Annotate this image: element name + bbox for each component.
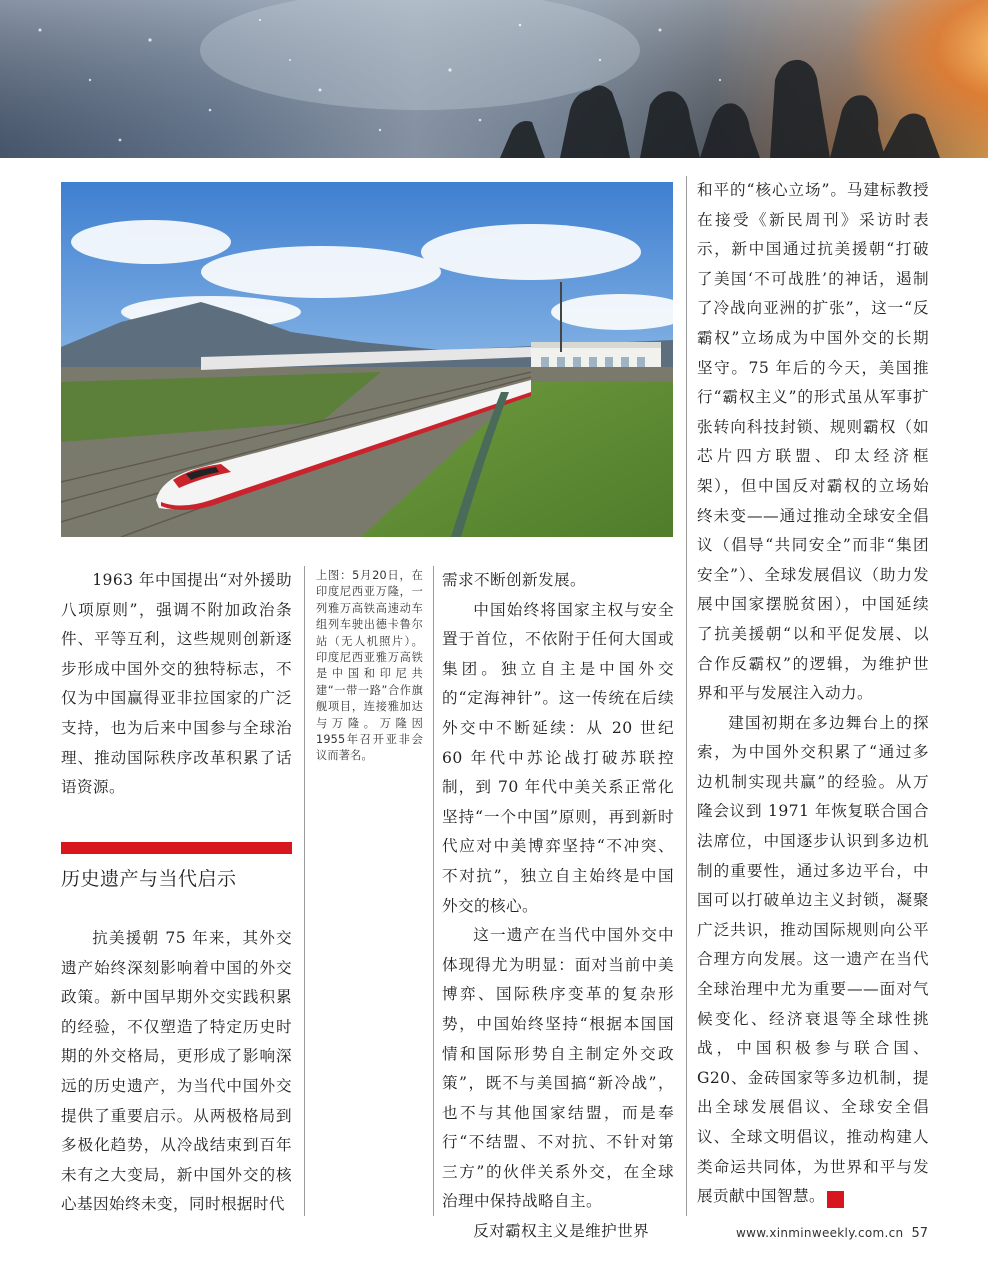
high-speed-train-photo xyxy=(61,182,673,537)
paragraph: 抗美援朝 75 年来，其外交遗产始终深刻影响着中国的外交政策。新中国早期外交实践积累的经验，不仅塑造了特定历史时期的外交格局，更形成了影响深远的历史遗产，为当代中国外交提供了重要启示。从两极格局到多极化趋势，从冷战结束到百年未有之大变局，新中国外交的核心基因始终未变，同时根据时代 xyxy=(61,929,292,1214)
paragraph xyxy=(697,709,929,1212)
article-end-mark-icon: 民 xyxy=(827,1191,844,1208)
photo-caption: 上图：5月20日，在印度尼西亚万隆，一列雅万高铁高速动车组列车驶出德卡鲁尔站（无人机照片）。印度尼西亚雅万高铁是中国和印尼共建“一带一路”合作旗舰项目，连接雅加达与万隆。万隆因1955年召开亚非会议而著名。 xyxy=(316,569,423,763)
column-divider xyxy=(304,566,305,1216)
article-column-3 xyxy=(697,176,929,1212)
page-number: 57 xyxy=(911,1226,928,1241)
column-divider xyxy=(686,176,687,1216)
page-footer xyxy=(736,1226,928,1241)
section-divider-bar xyxy=(61,842,292,854)
column-divider xyxy=(433,566,434,1216)
website-url: www.xinminweekly.com.cn xyxy=(736,1226,904,1240)
paragraph: 和平的“核心立场”。马建标教授在接受《新民周刊》采访时表示，新中国通过抗美援朝“打破了美国‘不可战胜’的神话，遏制了冷战向亚洲的扩张”，这一“反霸权”立场成为中国外交的长期坚守。75 年后的今天，美国推行“霸权主义”的形式虽从军事扩张转向科技封锁、规则霸权（如芯片四方联盟、印太经济框架），但中国反对霸权的立场始终未变——通过推动全球安全倡议（倡导“共同安全”而非“集团安全”）、全球发展倡议（助力发展中国家摆脱贫困），中国延续了抗美援朝“以和平促发展、以合作反霸权”的逻辑，为维护世界和平与发展注入动力。 xyxy=(697,181,929,703)
paragraph-text: 建国初期在多边舞台上的探索，为中国外交积累了“通过多边机制实现共赢”的经验。从万隆会议到 1971 年恢复联合国合法席位，中国逐步认识到多边机制的重要性，通过多边平台，中国可以打破单边主义封锁，凝聚广泛共识，推动国际规则向公平合理方向发展。这一遗产在当代全球治理中尤为重要——面对气候变化、经济衰退等全球性挑战，中国积极参与联合国、G20、金砖国家等多边机制，提出全球发展倡议、全球安全倡议、全球文明倡议，推动构建人类命运共同体，为世界和平与发展贡献中国智慧。 xyxy=(697,713,929,1206)
paragraph: 1963 年中国提出“对外援助八项原则”，强调不附加政治条件、平等互利，这些规则创新逐步形成中国外交的独特标志，不仅为中国赢得亚非拉国家的广泛支持，也为后来中国参与全球治理、推动国际秩序改革积累了话语资源。 xyxy=(61,571,292,797)
paragraph: 需求不断创新发展。 xyxy=(442,571,586,589)
paragraph: 这一遗产在当代中国外交中体现得尤为明显：面对当前中美博弈、国际秩序变革的复杂形势，中国始终坚持“根据本国国情和国际形势自主制定外交政策”，既不与美国搞“新冷战”，也不与其他国家结盟，而是奉行“不结盟、不对抗、不针对第三方”的伙伴关系外交，在全球治理中保持战略自主。 xyxy=(442,926,674,1211)
article-column-2 xyxy=(442,566,674,1247)
top-banner-artwork xyxy=(0,0,988,158)
paragraph: 反对霸权主义是维护世界 xyxy=(473,1222,650,1241)
article-column-1-lower xyxy=(61,924,292,1220)
article-column-1 xyxy=(61,566,292,803)
section-title: 历史遗产与当代启示 xyxy=(61,868,237,890)
paragraph: 中国始终将国家主权与安全置于首位，不依附于任何大国或集团。独立自主是中国外交的“定海神针”。这一传统在后续外交中不断延续：从 20 世纪 60 年代中苏论战打破苏联控制，到 70 年代中美关系正常化坚持“一个中国”原则，再到新时代应对中美博弈坚持“不冲突、不对抗”，独立自主始终是中国外交的核心。 xyxy=(442,600,674,915)
